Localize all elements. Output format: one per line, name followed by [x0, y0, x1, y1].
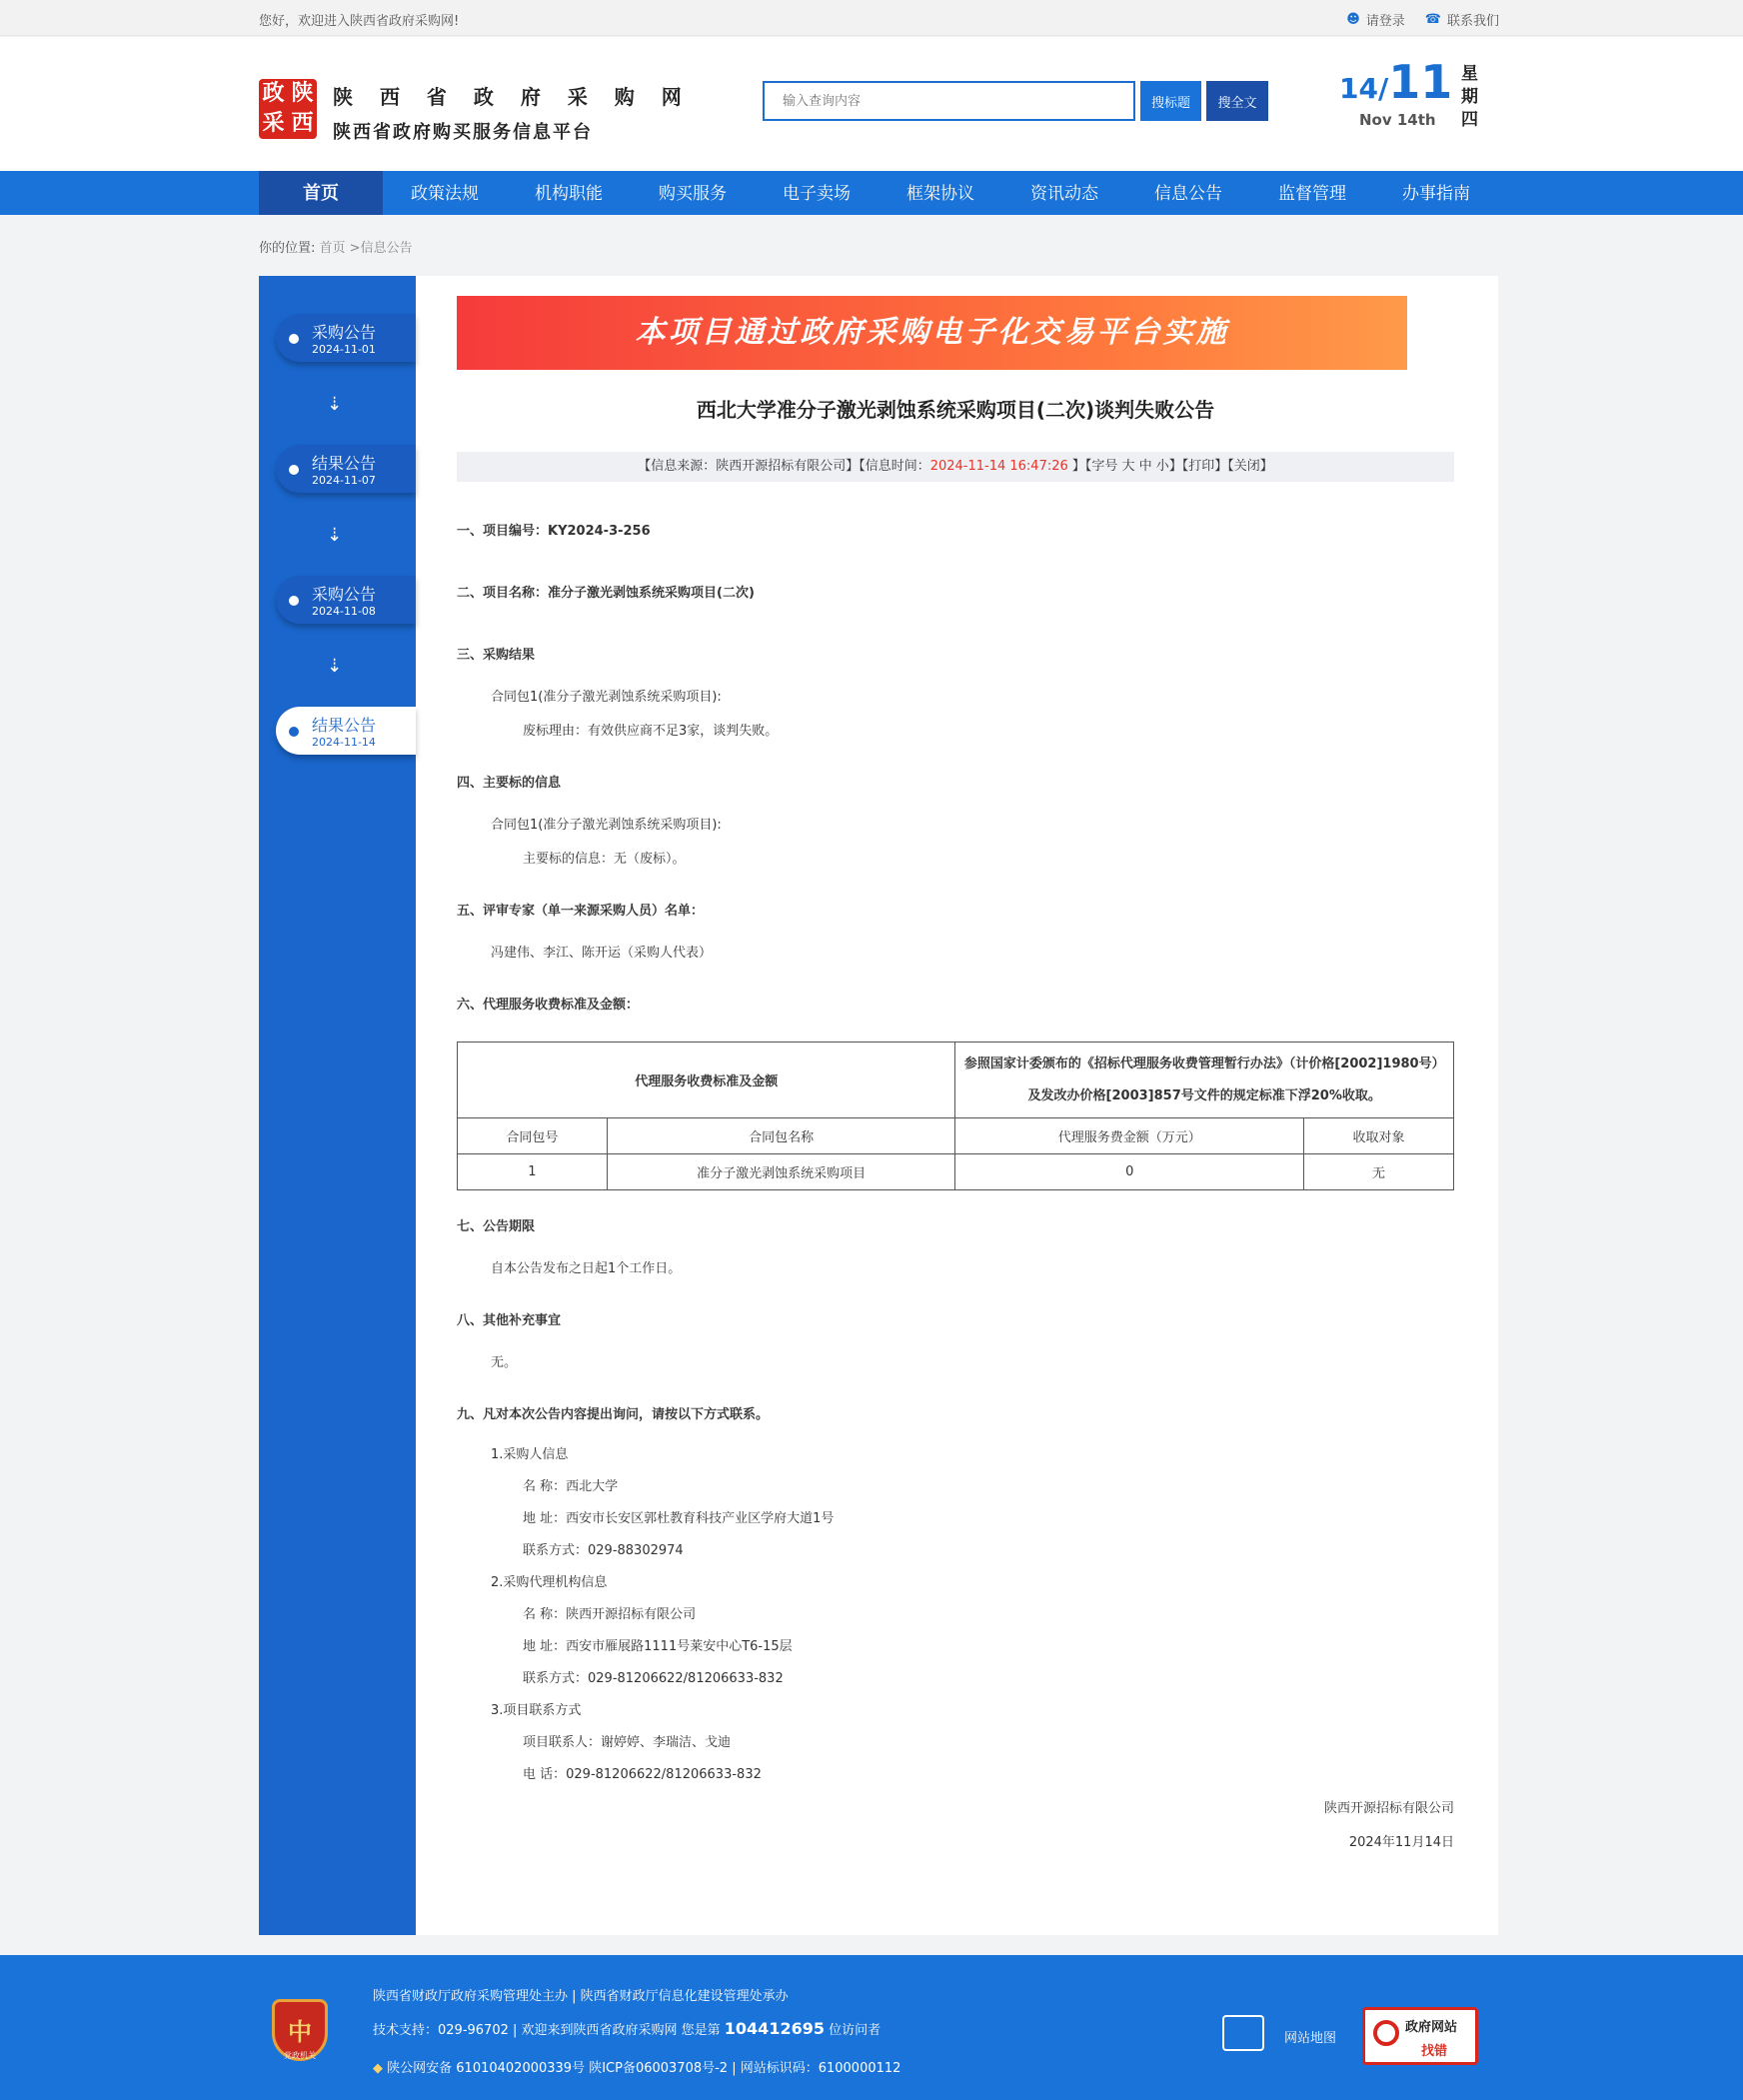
weekday: 星期四 — [1461, 64, 1478, 130]
site-name-main: 陕 西 省 政 府 采 购 网 — [333, 85, 692, 109]
table-header: 合同包号 — [458, 1118, 608, 1154]
timeline-item[interactable] — [276, 445, 416, 493]
section-heading: 九、凡对本次公告内容提出询问，请按以下方式联系。 — [457, 1407, 770, 1422]
magnifier-icon — [1373, 2020, 1399, 2046]
logo-char: 西 — [291, 111, 314, 136]
footer-icp-text: 陕公网安备 61010402000339号 陕ICP备06003708号-2 | 网站标识码：6100000112 — [387, 2061, 901, 2076]
sitemap-link[interactable]: 网站地图 — [1284, 2031, 1337, 2046]
map-icon[interactable] — [1222, 2015, 1264, 2051]
text-line: 名 称：陕西开源招标有限公司 — [523, 1607, 697, 1622]
timeline-item[interactable] — [276, 314, 416, 362]
contact-link[interactable] — [1425, 10, 1499, 29]
nav-item-org[interactable]: 机构职能 — [535, 184, 603, 204]
timeline-date: 2024-11-14 — [312, 736, 376, 749]
footer-sponsor: 陕西省财政厅政府采购管理处主办 | 陕西省财政厅信息化建设管理处承办 — [373, 1989, 789, 2004]
party-gov-badge-icon[interactable] — [272, 1999, 328, 2061]
text-line: 自本公告发布之日起1个工作日。 — [491, 1261, 682, 1276]
header — [0, 37, 1743, 171]
dot-icon — [289, 596, 299, 606]
user-icon: ☻ — [1346, 12, 1360, 27]
fee-table — [457, 1042, 1454, 1190]
nav-item-framework[interactable]: 框架协议 — [906, 184, 974, 204]
timeline-title: 采购公告 — [312, 323, 377, 342]
table-cell: 准分子激光剥蚀系统采购项目 — [607, 1154, 955, 1190]
timeline-title: 采购公告 — [312, 585, 377, 604]
timeline-sidebar — [259, 276, 416, 1935]
site-name — [333, 81, 692, 144]
welcome-text: 您好，欢迎进入陕西省政府采购网! — [259, 14, 460, 29]
logo-char: 政 — [262, 81, 285, 106]
footer-icp[interactable] — [373, 2057, 900, 2076]
search-title-button[interactable]: 搜标题 — [1140, 81, 1201, 121]
content-container — [259, 276, 1498, 1935]
text-line: 2.采购代理机构信息 — [491, 1575, 608, 1590]
dot-icon — [289, 334, 299, 344]
timeline-date: 2024-11-07 — [312, 474, 376, 487]
badge-text: 党政机关 — [284, 2051, 316, 2060]
text-line: 联系方式：029-81206622/81206633-832 — [523, 1671, 784, 1686]
search-full-button[interactable]: 搜全文 — [1206, 81, 1268, 121]
logo-char: 采 — [262, 111, 285, 136]
timeline-date: 2024-11-01 — [312, 343, 376, 356]
visitor-count: 104412695 — [724, 2019, 825, 2038]
table-cell: 1 — [458, 1154, 608, 1190]
text-line: 3.项目联系方式 — [491, 1703, 582, 1718]
login-link[interactable] — [1346, 10, 1405, 29]
text-line: 联系方式：029-88302974 — [523, 1543, 684, 1558]
footer-support-text: 位访问者 — [824, 2023, 881, 2038]
section-heading: 三、采购结果 — [457, 648, 536, 663]
contact-label: 联系我们 — [1446, 14, 1499, 29]
section-heading: 五、评审专家（单一来源采购人员）名单： — [457, 904, 705, 919]
police-badge-icon: ◆ — [373, 2061, 383, 2076]
nav-item-e-mall[interactable]: 电子卖场 — [783, 184, 851, 204]
breadcrumb-label: 你的位置: — [259, 241, 316, 256]
footer-support-text: 技术支持：029-96702 | 欢迎来到陕西省政府采购网 您是第 — [373, 2023, 725, 2038]
login-label: 请登录 — [1365, 14, 1405, 29]
text-line: 项目联系人：谢婷婷、李瑞洁、戈迪 — [523, 1735, 732, 1750]
dot-icon — [289, 465, 299, 475]
dot-icon — [289, 727, 299, 737]
text-line: 1.采购人信息 — [491, 1447, 569, 1462]
text-line: 主要标的信息：无（废标）。 — [523, 852, 686, 867]
find-error-line2: 找错 — [1421, 2044, 1448, 2059]
section-heading: 四、主要标的信息 — [457, 776, 562, 791]
date-english: Nov 14th — [1359, 111, 1436, 129]
signature-org: 陕西开源招标有限公司 — [1323, 1801, 1454, 1816]
arrow-down-icon: ⇣ — [327, 656, 343, 677]
phone-icon: ☎ — [1424, 12, 1441, 27]
date-month: 11 — [1388, 55, 1453, 109]
nav-item-guide[interactable]: 办事指南 — [1402, 184, 1470, 204]
section-heading: 七、公告期限 — [457, 1219, 536, 1234]
text-line: 名 称：西北大学 — [523, 1479, 619, 1494]
nav-item-home[interactable]: 首页 — [259, 171, 383, 215]
article-info — [457, 452, 1454, 482]
nav-item-purchase-service[interactable]: 购买服务 — [659, 184, 727, 204]
search-input[interactable] — [763, 81, 1135, 121]
info-time: 2024-11-14 16:47:26 — [929, 459, 1068, 474]
article-title: 西北大学准分子激光剥蚀系统采购项目(二次)谈判失败公告 — [696, 398, 1215, 422]
find-error-button[interactable] — [1362, 2007, 1478, 2065]
text-line: 合同包1(准分子激光剥蚀系统采购项目): — [491, 818, 722, 833]
signature-date: 2024年11月14日 — [1348, 1835, 1454, 1850]
table-cell: 0 — [955, 1154, 1304, 1190]
timeline-title: 结果公告 — [312, 716, 377, 735]
info-source: 【信息来源：陕西开源招标有限公司】【信息时间： — [638, 459, 930, 474]
timeline-item[interactable] — [276, 576, 416, 624]
table-header: 代理服务费金额（万元） — [955, 1118, 1304, 1154]
timeline-title: 结果公告 — [312, 454, 377, 473]
date-display — [1339, 55, 1452, 129]
top-bar — [0, 0, 1743, 36]
search-bar — [763, 81, 1268, 121]
nav-item-policy[interactable]: 政策法规 — [411, 184, 479, 204]
logo[interactable] — [259, 79, 317, 139]
text-line: 合同包1(准分子激光剥蚀系统采购项目): — [491, 690, 722, 705]
text-line: 废标理由：有效供应商不足3家，谈判失败。 — [523, 724, 779, 739]
info-tools[interactable]: 】【字号 大 中 小】【打印】【关闭】 — [1067, 459, 1273, 474]
timeline-date: 2024-11-08 — [312, 605, 376, 618]
table-cell: 无 — [1304, 1154, 1454, 1190]
text-line: 无。 — [491, 1355, 518, 1370]
section-heading: 六、代理服务收费标准及金额： — [457, 998, 640, 1013]
fee-head-left: 代理服务收费标准及金额 — [458, 1043, 955, 1118]
find-error-line1: 政府网站 — [1405, 2020, 1458, 2035]
nav-item-news[interactable]: 资讯动态 — [1030, 184, 1098, 204]
fee-head-right: 参照国家计委颁布的《招标代理服务收费管理暂行办法》（计价格[2002]1980号）及发改办价格[2003]857号文件的规定标准下浮20%收取。 — [955, 1043, 1454, 1118]
section-heading: 八、其他补充事宜 — [457, 1313, 562, 1328]
text-line: 电 话：029-81206622/81206633-832 — [523, 1767, 762, 1782]
arrow-down-icon: ⇣ — [327, 525, 343, 546]
nav-item-notices[interactable]: 信息公告 — [1154, 184, 1222, 204]
arrow-down-icon: ⇣ — [327, 394, 343, 415]
table-header: 合同包名称 — [607, 1118, 955, 1154]
site-name-sub: 陕西省政府购买服务信息平台 — [333, 122, 593, 143]
breadcrumb-home[interactable]: 首页 — [319, 241, 346, 256]
date-day: 14/ — [1339, 72, 1389, 105]
footer-support — [373, 2019, 880, 2038]
timeline-item-active[interactable] — [276, 707, 416, 755]
text-line: 地 址：西安市雁展路1111号莱安中心T6-15层 — [523, 1639, 793, 1654]
section-heading: 一、项目编号：KY2024-3-256 — [457, 524, 651, 539]
table-header: 收取对象 — [1304, 1118, 1454, 1154]
main-nav — [0, 171, 1743, 215]
table-row — [458, 1154, 1454, 1190]
banner: 本项目通过政府采购电子化交易平台实施 — [457, 296, 1407, 370]
section-heading: 二、项目名称：准分子激光剥蚀系统采购项目(二次) — [457, 586, 755, 601]
logo-char: 陕 — [291, 81, 314, 106]
badge-char: 中 — [288, 2018, 312, 2046]
breadcrumb-current[interactable]: >信息公告 — [345, 241, 413, 256]
text-line: 地 址：西安市长安区郭杜教育科技产业区学府大道1号 — [523, 1511, 835, 1526]
breadcrumb — [259, 237, 413, 256]
nav-item-supervision[interactable]: 监督管理 — [1278, 184, 1346, 204]
text-line: 冯建伟、李江、陈开运（采购人代表） — [491, 946, 713, 961]
footer — [0, 1955, 1743, 2100]
